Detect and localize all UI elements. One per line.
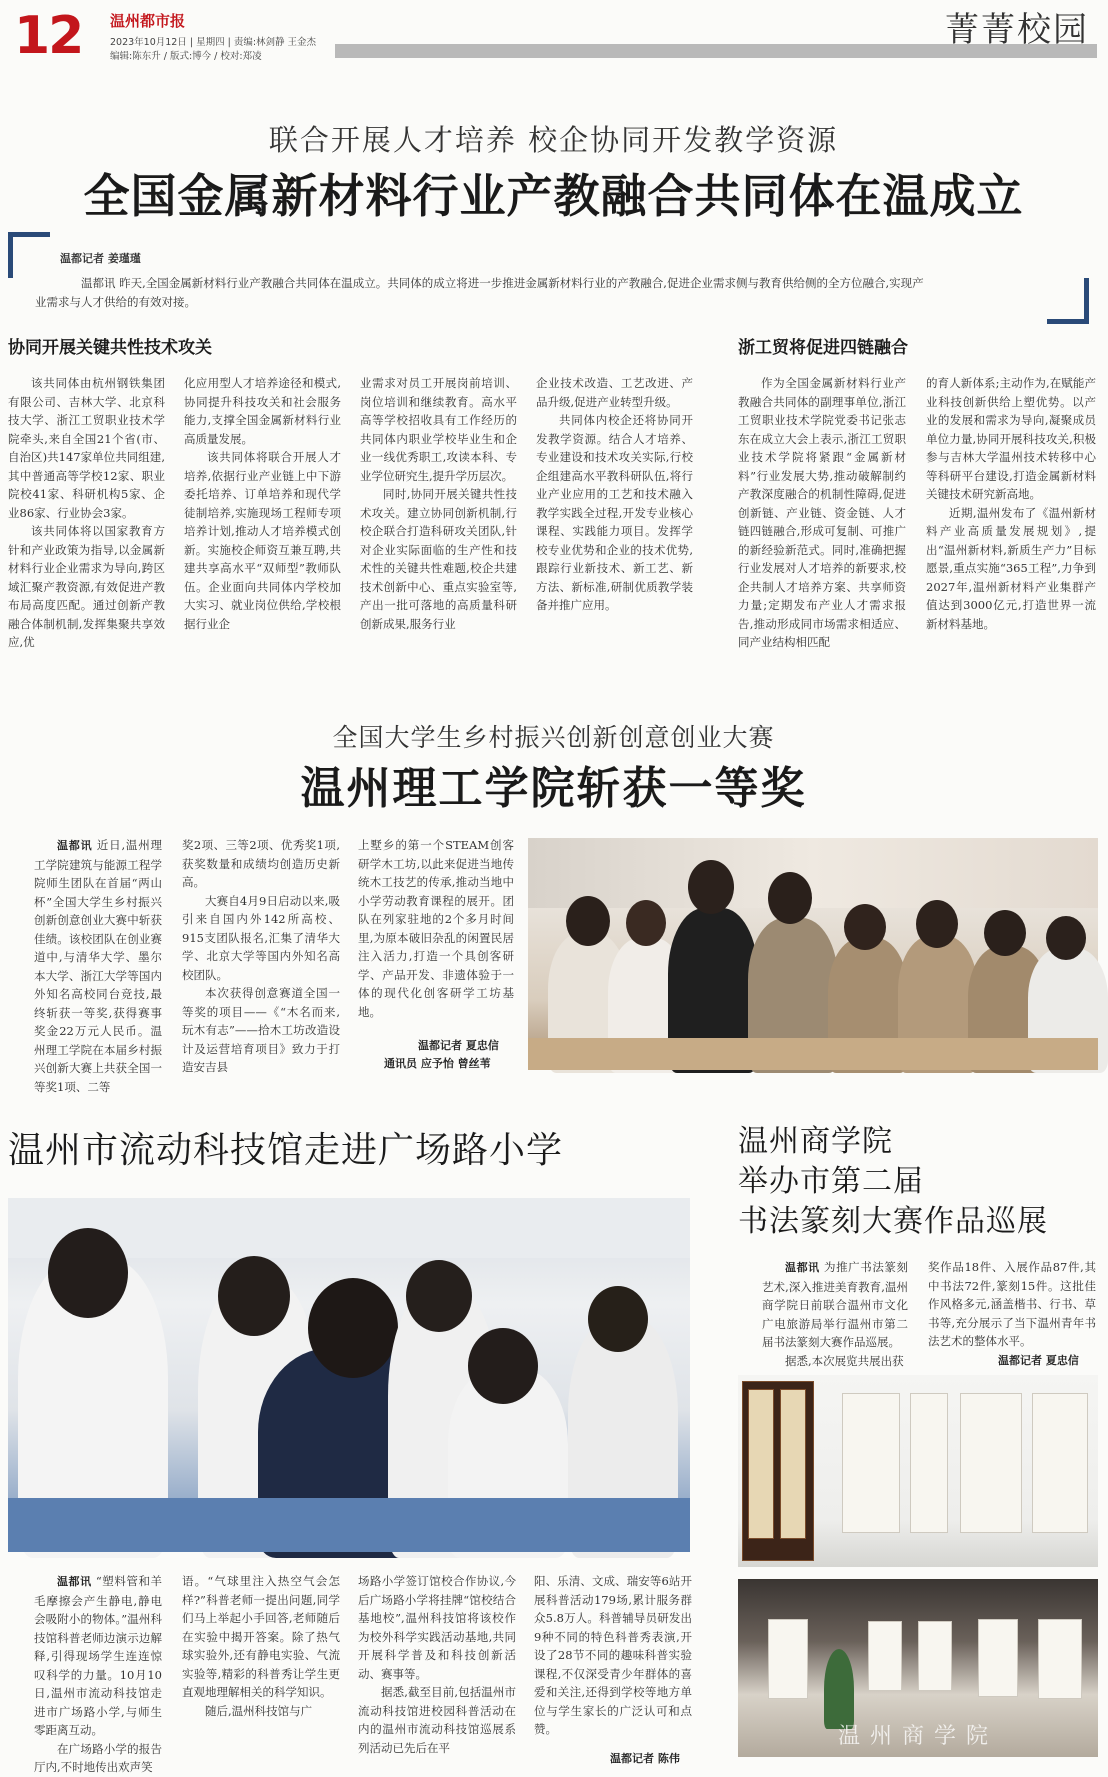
article2-col2-para: 奖2项、三等2项、优秀奖1项,获奖数量和成绩均创造历史新高。 <box>182 838 340 889</box>
article3-column-4 <box>534 1572 692 1748</box>
article2-signature-1: 温都记者 夏忠信 <box>418 1039 499 1052</box>
article2-col2-para: 本次获得创意赛道全国一等奖的项目——《“木名而来,玩木有志”——拾木工坊改造设计及运营培育项目》致力于打造安吉县 <box>182 986 340 1074</box>
section-title: 菁菁校园 <box>945 10 1089 50</box>
article2-column-3 <box>358 836 514 1022</box>
lead-col1-para: 该共同体将以国家教育方针和产业政策为指导,以金属新材料行业企业需求为导向,跨区域汇聚产教资源,有效促进产教布局高度匹配。通过创新产教融合体制机制,发挥集聚共享效应,优 <box>8 524 165 649</box>
article3-col2-para: 随后,温州科技馆与广 <box>205 1703 313 1718</box>
lead-column-5 <box>738 374 906 664</box>
photo-watermark: 温州商学院 <box>838 1724 999 1749</box>
lead-column-4 <box>536 374 693 664</box>
article3-col1-para: 在广场路小学的报告厅内,不时地传出欢声笑 <box>34 1741 162 1774</box>
team-photo <box>528 838 1098 1070</box>
lead-kicker: 联合开展人才培养 校企协同开发教学资源 <box>268 123 839 157</box>
article3-col3-para: 场路小学签订馆校合作协议,今后广场路小学将挂牌“馆校结合基地校”,温州科技馆将该校作为校外科学实践活动基地,共同开展科学普及和科技创新活动、赛事等。 <box>358 1574 516 1681</box>
article4-lead-label: 温都讯 <box>785 1261 820 1274</box>
lead-col5-para: 作为全国金属新材料行业产教融合共同体的副理事单位,浙江工贸职业技术学院党委书记张志东在成立大会上表示,浙江工贸职业技术学院将紧跟“金属新材料”行业发展大势,推动破解制约产教深度融合的机制性障碍,促进创新链、产业链、资金链、人才链四链融合,形成可复制、可推广的新经验新范式。同时,准确把握行业发展对人才培养的新要求,校企共制人才培养方案、共享师资力量;定期发布产业人才需求报告,推动形成同市场需求相适应、同产业结构相匹配 <box>738 376 906 649</box>
lead-col3-para: 同时,协同开展关键共性技术攻关。建立协同创新机制,行校企联合打造科研攻关团队,针对企业实际面临的生产性和技术性的关键共性难题,校企共建技术创新中心、重点实验室等,产出一批可落地的高质量科研创新成果,服务行业 <box>360 487 517 631</box>
lead-byline: 温都记者 姜瑾瑾 <box>60 252 141 265</box>
page-number: 12 <box>14 6 83 66</box>
article4-headline-line: 书法篆刻大赛作品巡展 <box>738 1204 1048 1239</box>
lead-column-6 <box>926 374 1096 664</box>
lead-intro-1: 温都讯 昨天,全国金属新材料行业产教融合共同体在温成立。共同体的成立将进一步推进金属新材料行业的产教融合,促进企业需求侧与教育供给侧的全方位融合,实现产 <box>81 276 924 290</box>
article2-kicker: 全国大学生乡村振兴创新创意创业大赛 <box>332 723 775 752</box>
article3-col3-para: 据悉,截至目前,包括温州市流动科技馆进校园科普活动在内的温州市流动科技馆巡展系列活动已先后在平 <box>358 1685 516 1755</box>
lead-col4-para: 企业技术改造、工艺改进、产品升级,促进产业转型升级。 <box>536 376 693 409</box>
lead-intro-2: 业需求与人才供给的有效对接。 <box>35 295 196 309</box>
photo-background-wall <box>528 838 1098 908</box>
article4-headline <box>738 1122 1048 1242</box>
lead-col6-para: 近期,温州发布了《温州新材料产业高质量发展规划》,提出“温州新材料,新质生产力”目标愿景,重点实施“365工程”,力争到2027年,温州新材料产业集群产值达到3000亿元,打造世界一流新材料基地。 <box>926 505 1096 631</box>
classroom-photo <box>8 1198 690 1552</box>
lead-column-1 <box>8 374 165 664</box>
date-line: 2023年10月12日 | 星期四 | 责编:林剑静 王金杰 <box>110 37 317 48</box>
article4-column-1 <box>762 1258 908 1370</box>
lead-col2-para: 该共同体将联合开展人才培养,依据行业产业链上中下游委托培养、订单培养和现代学徒制培养,实施现场工程师专项培养计划,推动人才培养模式创新。实施校企师资互兼互聘,共建共享高水平“双师型”教师队伍。企业面向共同体内学校加大实习、就业岗位供给,学校根据行业企 <box>184 450 341 631</box>
lead-column-2 <box>184 374 341 664</box>
article4-headline-line: 温州商学院 <box>738 1124 893 1159</box>
article3-col1-para: “塑料管和羊毛摩擦会产生静电,静电会吸附小的物体。”温州科技馆科普老师边演示边解释,引得现场学生连连惊叹科学的力量。10月10日,温州市流动科技馆走进市广场路小学,与师生零距离互动。 <box>34 1574 163 1737</box>
article4-col2-text: 奖作品18件、入展作品87件,其中书法72件,篆刻15件。这批佳作风格多元,涵盖楷书、行书、草书等,充分展示了当下温州青年书法艺术的整体水平。 <box>928 1260 1096 1348</box>
article2-col3-text: 上墅乡的第一个STEAM创客研学木工坊,以此来促进当地传统木工技艺的传承,推动当地中小学劳动教育课程的展开。团队在列家驻地的2个多月时间里,为原本破旧杂乱的闲置民居注入活力,打造一个具创客研学、产品开发、非遗体验于一体的现代化创客研学工坊基地。 <box>358 838 514 1019</box>
staff-line: 编辑:陈东升 / 版式:博今 / 校对:郑凌 <box>110 51 262 62</box>
article4-col1-para: 为推广书法篆刻艺术,深入推进美育教育,温州商学院日前联合温州市文化广电旅游局举行温州市第二届书法篆刻大赛作品巡展。 <box>762 1260 909 1349</box>
decorative-bracket-left <box>8 232 50 278</box>
photo-workbench <box>528 1038 1098 1070</box>
lead-column-3 <box>360 374 517 664</box>
lead-col1-para: 该共同体由杭州钢铁集团有限公司、吉林大学、北京科技大学、浙江工贸职业技术学院牵头,来自全国21个省(市、自治区)共147家单位共同组建,其中普通高等学校12家、职业院校41家、科研机构5家、企业86家、行业协会3家。 <box>8 376 165 520</box>
article4-headline-line: 举办市第二届 <box>738 1164 924 1199</box>
lead-subhead-left: 协同开展关键共性技术攻关 <box>8 338 212 358</box>
article3-column-1 <box>34 1572 163 1774</box>
article3-column-3 <box>358 1572 516 1766</box>
article4-column-2 <box>928 1258 1096 1350</box>
photo-plant <box>824 1649 854 1729</box>
article2-col2-para: 大赛自4月9日启动以来,吸引来自国内外142所高校、915支团队报名,汇集了清华大学、北京大学等国内外知名高校团队。 <box>182 893 340 982</box>
article4-signature: 温都记者 夏忠信 <box>998 1354 1079 1367</box>
article3-col4-text: 阳、乐清、文成、瑞安等6站开展科普活动179场,累计服务群众5.8万人。科普辅导员研发出9种不同的特色科普秀表演,开设了28节不同的趣味科普实验课程,不仅深受青少年群体的喜爱和关注,还得到学校等地方单位与学生家长的广泛认可和点赞。 <box>534 1574 692 1736</box>
lead-col4-para: 共同体内校企还将协同开发教学资源。结合人才培养、专业建设和技术攻关实际,行校企组建高水平教科研队伍,将行业产业应用的工艺和技术融入教学实践全过程,开发专业核心课程、实践能力项目。发挥学校专业优势和企业的技术优势,跟踪行业新技术、新工艺、新方法、新标准,研制优质教学装备并推广应用。 <box>536 413 693 612</box>
lead-subhead-right: 浙工贸将促进四链融合 <box>738 338 908 358</box>
lead-headline: 全国金属新材料行业产教融合共同体在温成立 <box>83 169 1024 223</box>
paper-name: 温州都市报 <box>110 12 186 30</box>
article3-lead-label: 温都讯 <box>57 1575 92 1588</box>
article3-headline: 温州市流动科技馆走进广场路小学 <box>8 1130 564 1171</box>
decorative-bracket-right <box>1047 278 1089 324</box>
article3-signature: 温都记者 陈伟 <box>610 1752 680 1765</box>
article2-column-1 <box>34 836 163 1094</box>
lead-col2-para: 化应用型人才培养途径和模式,协同提升科技攻关和社会服务能力,支撑全国金属新材料行业高质量发展。 <box>184 376 341 446</box>
article2-headline: 温州理工学院斩获一等奖 <box>300 763 807 814</box>
article2-lead-label: 温都讯 <box>57 839 93 852</box>
article3-column-2 <box>182 1572 340 1766</box>
article2-signature-2: 通讯员 应予怡 曾丝苇 <box>384 1057 491 1070</box>
calligraphy-exhibit-photo <box>738 1375 1098 1567</box>
photo-desks <box>8 1498 690 1552</box>
article3-col2-para: 语。“气球里注入热空气会怎样?”科普老师一提出问题,同学们马上举起小手回答,老师随后在实验中揭开答案。除了热气球实验外,还有静电实验、气流实验等,精彩的科普秀让学生更直观地理解相关的科学知识。 <box>182 1574 340 1699</box>
exhibition-hall-photo <box>738 1579 1098 1757</box>
lead-col6-para: 的育人新体系;主动作为,在赋能产业科技创新供给上塑优势。以产业的发展和需求为导向,凝聚成员单位力量,协同开展科技攻关,积极参与吉林大学温州技术转移中心等科研平台建设,打造金属新材料关键技术研究新高地。 <box>926 376 1096 501</box>
lead-col3-para: 业需求对员工开展岗前培训、岗位培训和继续教育。高水平高等学校招收具有工作经历的共同体内职业学校毕业生和企业一线优秀职工,攻读本科、专业学位研究生,提升学历层次。 <box>360 376 517 483</box>
lead-intro <box>35 274 1043 312</box>
article2-column-2 <box>182 836 340 1074</box>
article4-col1-para: 据悉,本次展览共展出获 <box>785 1353 904 1368</box>
article2-col1-text: 近日,温州理工学院建筑与能源工程学院师生团队在首届“两山杯”全国大学生乡村振兴创新创意创业大赛中斩获佳绩。该校团队在创业赛道中,与清华大学、墨尔本大学、浙江大学等国内外知名高校同台竞技,最终斩获一等奖,获得赛事奖金22万元人民币。温州理工学院在本届乡村振兴创新大赛上共获全国一等奖1项、二等 <box>34 838 163 1094</box>
